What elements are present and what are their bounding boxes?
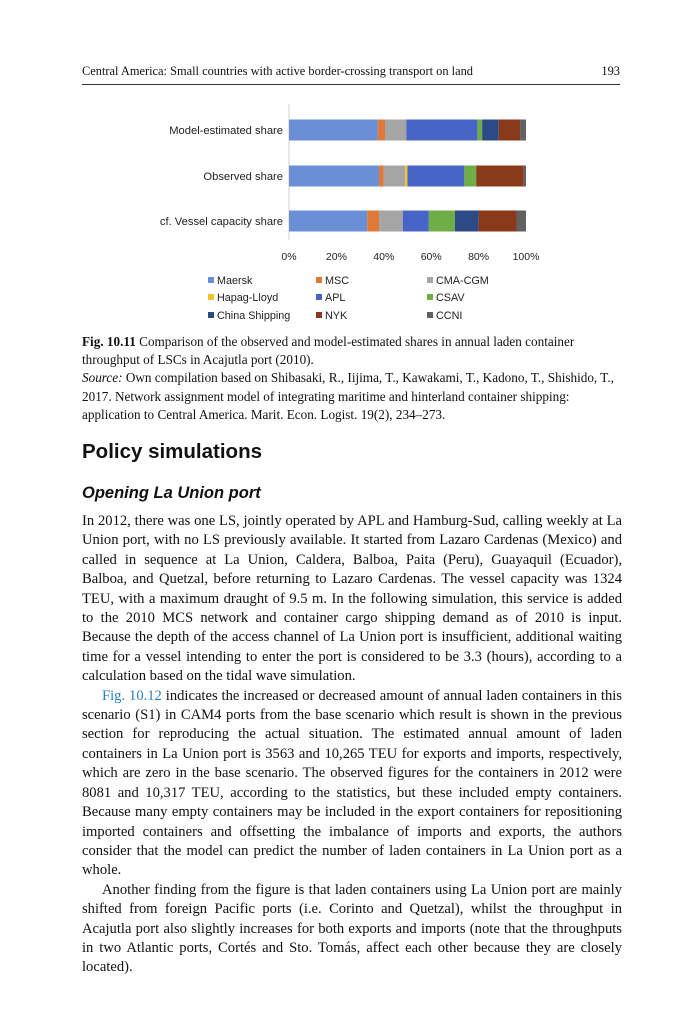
bar-segment-csav-2 [464, 166, 476, 187]
legend-swatch-china-shipping [208, 312, 214, 318]
caption-label: Fig. 10.11 [82, 334, 136, 349]
x-tick-label: 20% [325, 251, 347, 263]
paragraph-1: In 2012, there was one LS, jointly operated by APL and Hamburg-Sud, calling weekly at La Union port, with no LS previously available. It started from Lazaro Cardenas (Mexico) and called in sequence at La Union, Caldera, Balboa, Paita (Peru), Guayaquil (Ecuador), Balboa, and Quetzal, before returning to Lazaro Cardenas. The vessel capacity was 1324 TEU, with a maximum draught of 9.5 m. In the following simulation, this service is added to the 2010 MCS network and container cargo shipping demand as of 2010 is input. Because the depth of the access channel of La Union port is insufficient, additional waiting time for a vessel intending to enter the port is considered to be 3.3 (hours), according to a calculation based on the tidal wave simulation. [82, 513, 622, 685]
caption-source [82, 369, 622, 424]
bar-segment-nyk-2 [476, 166, 523, 187]
legend-swatch-csav [427, 294, 433, 300]
paragraph-2-text: indicates the increased or decreased amount of annual laden containers in this scenario (S1) in CAM4 ports from the base scenario which result is shown in the previous section for reproducing the actual situation. The estimated annual amount of laden containers in La Union port is 3563 and 10,265 TEU for exports and imports, respectively, which are zero in the base scenario. The observed figures for the containers in 2012 were 8081 and 10,317 TEU, according to the statistics, but these included empty containers. Because many empty containers may be included in the export containers for repositioning imported containers and offsetting the imbalance of imports and exports, the authors consider that the model can predict the number of laden containers in La Union port as a whole. [82, 687, 622, 879]
bar-segment-ccni-3 [517, 211, 526, 232]
legend-label-cma-cgm: CMA-CGM [436, 275, 489, 287]
running-head [82, 64, 620, 85]
bar-segment-msc-3 [367, 211, 379, 232]
category-label: Model-estimated share [169, 125, 283, 137]
running-title: Central America: Small countries with active border-crossing transport on land [82, 64, 473, 78]
legend-label-nyk: NYK [325, 310, 348, 322]
legend-label-maersk: Maersk [217, 275, 253, 287]
chart-legend [208, 275, 489, 322]
legend-swatch-cma-cgm [427, 277, 433, 283]
bar-segment-maersk-2 [289, 166, 379, 187]
legend-swatch-nyk [316, 312, 322, 318]
caption-text: Comparison of the observed and model-estimated shares in annual laden container throughput of LSCs in Acajutla port (2010). [82, 334, 575, 368]
bar-segment-csav-3 [429, 211, 455, 232]
figure-reference-link[interactable]: Fig. 10.12 [102, 687, 162, 704]
chart-category-labels [160, 125, 283, 228]
bar-segment-ccni-1 [520, 120, 526, 141]
legend-swatch-hapag-lloyd [208, 294, 214, 300]
bar-segment-maersk-1 [289, 120, 378, 141]
bar-segment-msc-2 [379, 166, 384, 187]
caption-main [82, 333, 622, 369]
chart-bars [289, 120, 526, 232]
bar-segment-nyk-3 [479, 211, 517, 232]
legend-label-msc: MSC [325, 275, 349, 287]
bar-segment-hapag-lloyd-2 [405, 166, 407, 187]
bar-segment-nyk-1 [499, 120, 520, 141]
body-text [82, 512, 622, 978]
bar-segment-cma-cgm-2 [384, 166, 405, 187]
bar-segment-apl-3 [403, 211, 429, 232]
x-tick-label: 100% [512, 251, 540, 263]
x-tick-label: 80% [468, 251, 490, 263]
x-tick-label: 40% [373, 251, 395, 263]
legend-swatch-maersk [208, 277, 214, 283]
subsection-heading: Opening La Union port [82, 484, 261, 502]
legend-swatch-msc [316, 277, 322, 283]
paragraph-2 [82, 687, 622, 881]
chart-x-tick-labels [281, 251, 539, 263]
bar-segment-cma-cgm-3 [379, 211, 403, 232]
legend-label-apl: APL [325, 292, 346, 304]
x-tick-label: 0% [281, 251, 297, 263]
legend-swatch-apl [316, 294, 322, 300]
category-label: Observed share [203, 171, 283, 183]
bar-segment-cma-cgm-1 [385, 120, 406, 141]
bar-segment-ccni-2 [524, 166, 526, 187]
bar-segment-apl-1 [406, 120, 477, 141]
caption-source-text: Own compilation based on Shibasaki, R., Iijima, T., Kawakami, T., Kadono, T., Shishido, T., 2017. Network assignment model of integrating maritime and hinterland container shipping: application to Central America. Marit. Econ. Logist. 19(2), 234–273. [82, 370, 614, 422]
legend-label-hapag-lloyd: Hapag-Lloyd [217, 292, 279, 304]
caption-source-label: Source: [82, 370, 123, 386]
bar-segment-maersk-3 [289, 211, 367, 232]
category-label: cf. Vessel capacity share [159, 216, 283, 228]
legend-label-csav: CSAV [436, 292, 465, 304]
bar-segment-apl-2 [408, 166, 465, 187]
stacked-bar-chart [82, 100, 622, 330]
legend-swatch-ccni [427, 312, 433, 318]
bar-segment-china-shipping-3 [455, 211, 479, 232]
x-tick-label: 60% [420, 251, 442, 263]
paragraph-3: Another finding from the figure is that laden containers using La Union port are mainly shifted from foreign Pacific ports (i.e. Corinto and Quetzal), whilst the throughput in Acajutla port also slightly increases for both exports and imports (note that the throughputs in two Atlantic ports, Cortés and Sto. Tomás, affect each other because they are closely located). [82, 881, 622, 976]
legend-label-china-shipping: China Shipping [217, 310, 291, 322]
bar-segment-china-shipping-1 [482, 120, 499, 141]
legend-label-ccni: CCNI [436, 310, 463, 322]
bar-segment-msc-1 [378, 120, 385, 141]
section-heading: Policy simulations [82, 440, 262, 463]
bar-segment-csav-1 [477, 120, 482, 141]
page-number: 193 [601, 64, 620, 78]
figure-caption [82, 333, 622, 424]
